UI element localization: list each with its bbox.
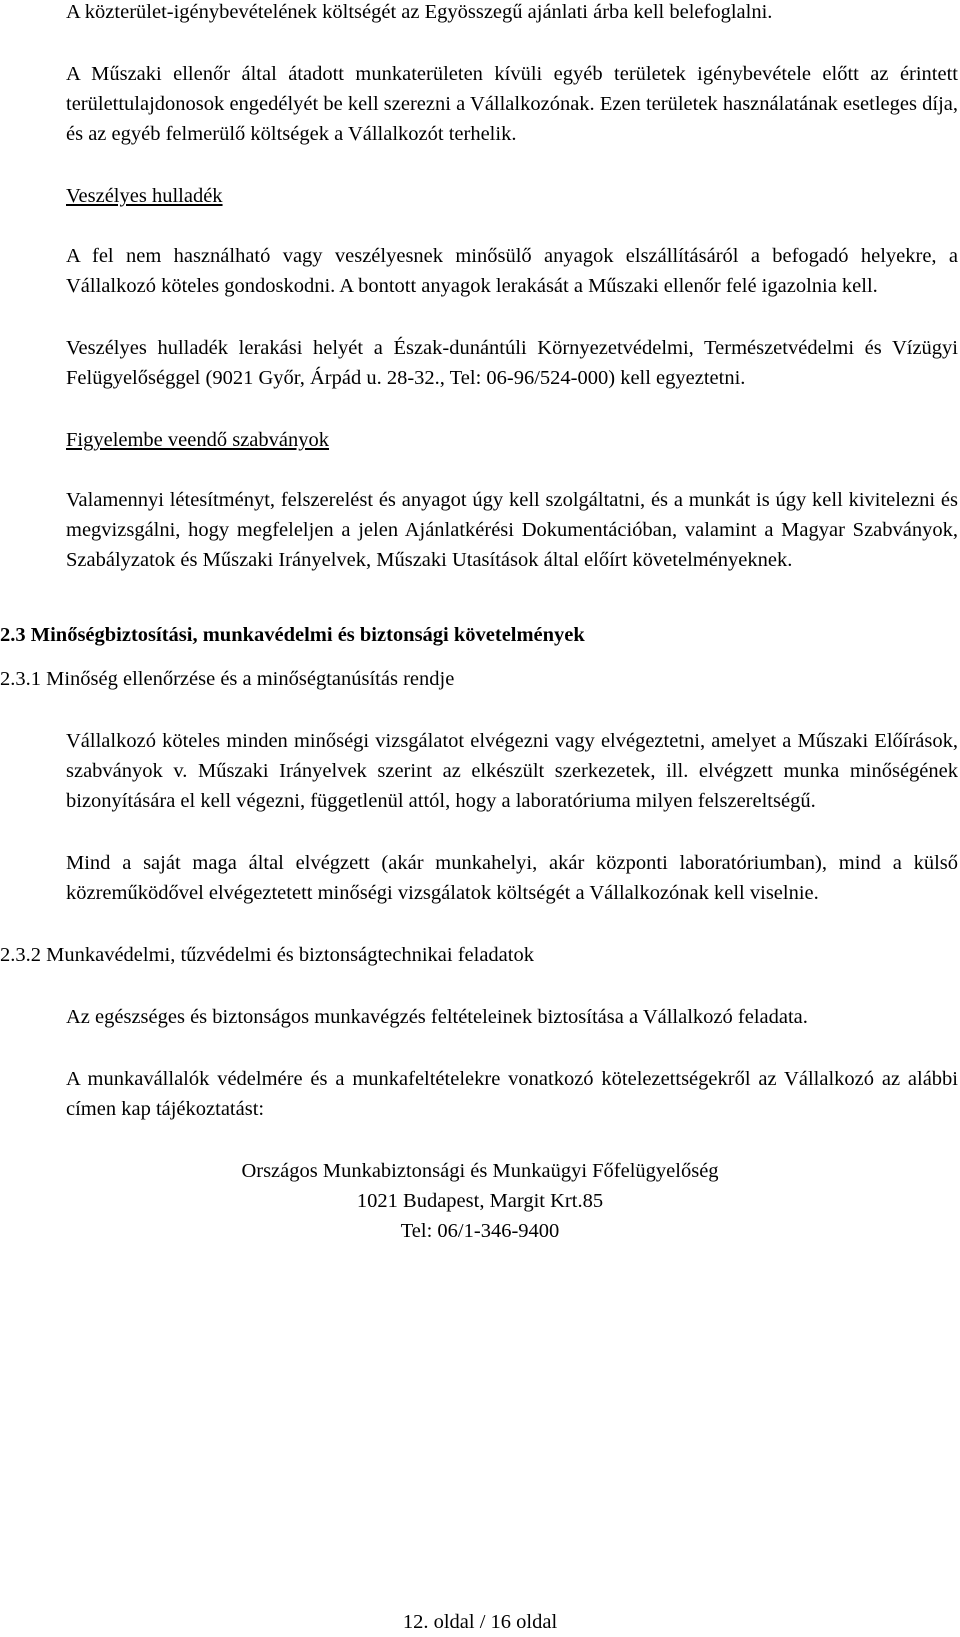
- paragraph-worker-protection: A munkavállalók védelmére és a munkafeltételekre vonatkozó kötelezettségekről az Vállalkozó az alábbi címen kap tájékoztatást:: [66, 1068, 958, 1120]
- heading-hazardous-waste: [66, 181, 958, 211]
- paragraph-quality-tests: Vállalkozó köteles minden minőségi vizsgálatot elvégezni vagy elvégeztetni, amelyet a Műszaki Előírások, szabványok v. Műszaki Irányelvek szerint az elkészült szerkezetek, ill. elvégzett munka minőségének bizonyítására el kell végezni, függetlenül attól, hogy a laboratóriuma milyen felszereltségű.: [66, 730, 958, 812]
- paragraph-standards-compliance: Valamennyi létesítményt, felszerelést és anyagot úgy kell szolgáltatni, és a munkát is úgy kell kivitelezni és megvizsgálni, hogy megfeleljen a jelen Ajánlatkérési Dokumentációban, valamint a Magyar Szabványok, Szabályzatok és Műszaki Irányelvek, Műszaki Utasítások által előírt követelményeknek.: [66, 489, 958, 571]
- address-line-organization: Országos Munkabiztonsági és Munkaügyi Főfelügyelőség: [241, 1160, 719, 1182]
- paragraph-test-costs: Mind a saját maga által elvégzett (akár munkahelyi, akár központi laboratóriumban), mind a külső közreműködővel elvégeztetett minőségi vizsgálatok költségét a Vállalkozónak kell viselnie.: [66, 852, 958, 904]
- paragraph-public-area-cost: A közterület-igénybevételének költségét az Egyösszegű ajánlati árba kell belefoglalni.: [66, 1, 773, 23]
- page-number-footer: 12. oldal / 16 oldal: [402, 1611, 558, 1633]
- section-heading-2-3: 2.3 Minőségbiztosítási, munkavédelmi és biztonsági követelmények: [0, 624, 585, 646]
- paragraph-material-disposal: A fel nem használható vagy veszélyesnek minősülő anyagok elszállításáról a befogadó helyekre, a Vállalkozó köteles gondoskodni. A bontott anyagok lerakását a Műszaki ellenőr felé igazolnia kell.: [66, 245, 958, 297]
- address-line-street: 1021 Budapest, Margit Krt.85: [356, 1190, 604, 1212]
- address-block: [0, 1156, 960, 1246]
- section-heading-2-3-2: 2.3.2 Munkavédelmi, tűzvédelmi és biztonságtechnikai feladatok: [0, 944, 534, 966]
- heading-standards-text: Figyelembe veendő szabványok: [66, 429, 330, 451]
- paragraph-land-use-permits: A Műszaki ellenőr által átadott munkaterületen kívüli egyéb területek igénybevétele előtt az érintett területtulajdonosok engedélyét be kell szerezni a Vállalkozónak. Ezen területek használatának esetleges díja, és az egyéb felmerülő költségek a Vállalkozót terhelik.: [66, 63, 958, 145]
- heading-standards: [66, 425, 958, 455]
- address-line-phone: Tel: 06/1-346-9400: [400, 1220, 560, 1242]
- paragraph-safe-work: Az egészséges és biztonságos munkavégzés feltételeinek biztosítása a Vállalkozó feladata.: [66, 1006, 808, 1028]
- section-heading-2-3-1: 2.3.1 Minőség ellenőrzése és a minőségtanúsítás rendje: [0, 668, 455, 690]
- paragraph-waste-site-agreement: Veszélyes hulladék lerakási helyét a Észak-dunántúli Környezetvédelmi, Természetvédelmi és Vízügyi Felügyelőséggel (9021 Győr, Árpád u. 28-32., Tel: 06-96/524-000) kell egyeztetni.: [66, 337, 958, 389]
- heading-hazardous-waste-text: Veszélyes hulladék: [66, 185, 223, 207]
